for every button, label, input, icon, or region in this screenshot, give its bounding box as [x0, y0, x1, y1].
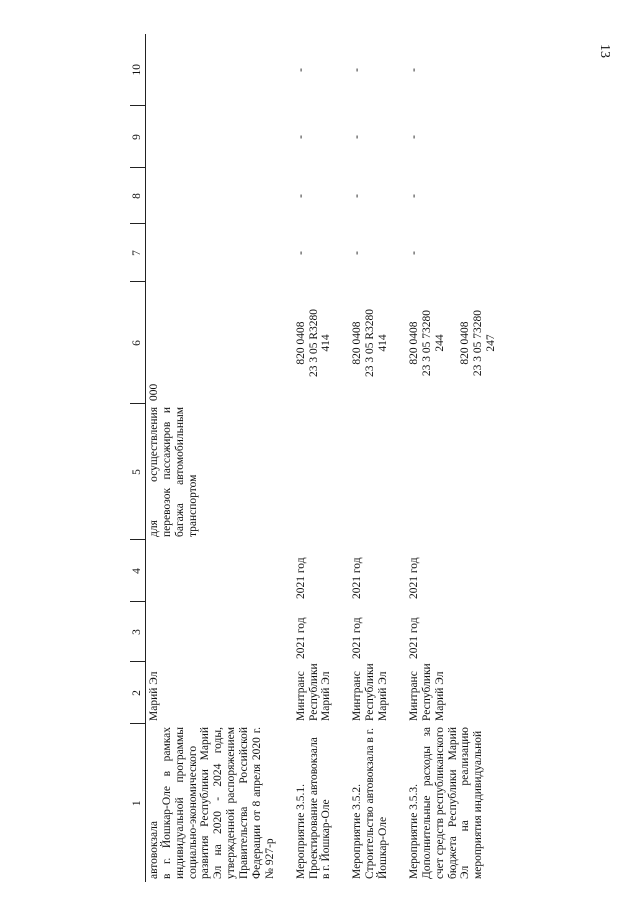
header-col-2: 2 — [130, 662, 145, 724]
header-col-5: 5 — [130, 404, 145, 540]
cell-end: 2021 год — [294, 557, 307, 599]
table-row — [406, 34, 500, 882]
cell-code: 820 0408 23 3 05 73280 244 820 0408 23 3 05 73280 247 — [407, 309, 498, 377]
table-row — [145, 34, 278, 882]
cell-result — [406, 404, 500, 540]
cell-measure: Мероприятие 3.5.3. Дополнительные расходы за счет средств республиканского бюджета Республики Марий Эл на реализацию мероприятия индивидуальной — [407, 727, 485, 879]
cell-end: 2021 год — [407, 557, 420, 599]
cell-executor: Минтранс Республики Марий Эл — [351, 663, 389, 721]
cell-v7: - — [351, 251, 364, 255]
cell-start: 2021 год — [407, 617, 420, 659]
cell-v9: - — [407, 135, 420, 139]
cell-measure: Мероприятие 3.5.2. Строительство автовокзала в г. Йошкар-Оле — [351, 727, 389, 879]
cell-end: 2021 год — [351, 557, 364, 599]
table-row — [293, 34, 336, 882]
header-col-3: 3 — [130, 602, 145, 662]
cell-v9: - — [294, 135, 307, 139]
header-col-8: 8 — [130, 168, 145, 224]
cell-start: 2021 год — [351, 617, 364, 659]
rotated-table-container — [130, 34, 640, 882]
page-number: 13 — [597, 44, 612, 58]
cell-start: 2021 год — [294, 617, 307, 659]
cell-v7 — [145, 224, 278, 282]
cell-result — [349, 404, 392, 540]
cell-executor: Минтранс Республики Марий Эл — [294, 663, 333, 721]
cell-code: 820 0408 23 3 05 R3280 414 — [351, 308, 389, 378]
cell-v8 — [145, 168, 278, 224]
header-col-10: 10 — [130, 34, 145, 106]
cell-measure: автовокзала в г. Йошкар-Оле в рамках индивидуальной программы социально-экономического развития Республики Марий Эл на 2020 - 2024 годы, утвержденной распоряжением Правительства Российской Федерации от 8 апреля 2020 г. № 927-р — [147, 727, 276, 879]
cell-v10: - — [407, 68, 420, 72]
header-col-1: 1 — [130, 724, 145, 882]
table-row — [349, 34, 392, 882]
header-col-4: 4 — [130, 540, 145, 602]
header-col-6: 6 — [130, 282, 145, 404]
cell-start — [145, 602, 278, 662]
cell-v8: - — [294, 194, 307, 198]
cell-v8: - — [407, 194, 420, 198]
cell-measure: Мероприятие 3.5.1. Проектирование автовокзала в г. Йошкар-Оле — [294, 737, 333, 879]
cell-v10: - — [294, 68, 307, 72]
cell-v8: - — [351, 194, 364, 198]
cell-end — [145, 540, 278, 602]
cell-v9: - — [351, 135, 364, 139]
header-col-7: 7 — [130, 224, 145, 282]
cell-v7: - — [294, 251, 307, 255]
cell-result — [293, 404, 336, 540]
cell-result: для осуществления перевозок пассажиров и багажа автомобильным транспортом — [147, 407, 199, 537]
cell-v10: - — [351, 68, 364, 72]
cell-code: 000 — [147, 383, 160, 401]
cell-v7: - — [407, 251, 420, 255]
header-row — [130, 34, 145, 882]
cell-code: 820 0408 23 3 05 R3280 414 — [294, 308, 333, 378]
cell-v10 — [145, 34, 278, 106]
header-col-9: 9 — [130, 106, 145, 168]
cell-executor: Минтранс Республики Марий Эл — [407, 663, 446, 721]
cell-executor: Марий Эл — [147, 671, 160, 721]
program-table — [130, 34, 500, 882]
cell-v9 — [145, 106, 278, 168]
